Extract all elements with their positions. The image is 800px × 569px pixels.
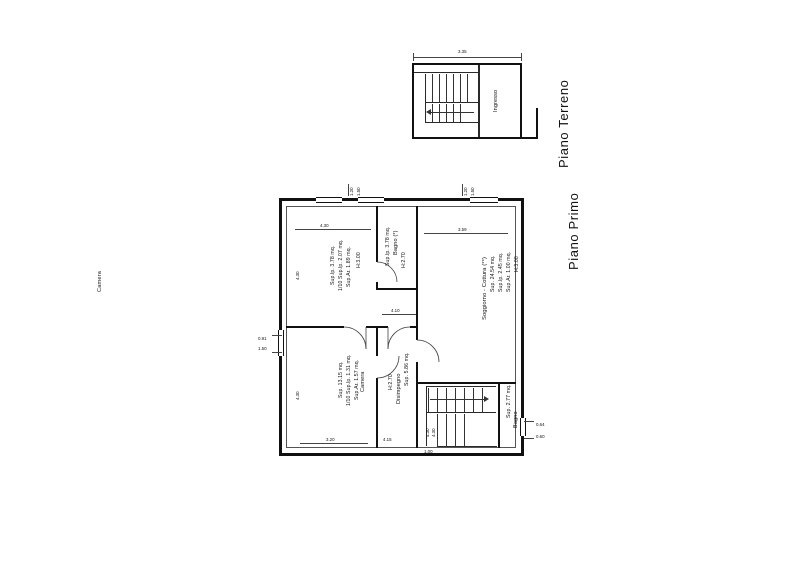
- ff-room-soggiorno-name: Soggiorno - Cottura (**): [482, 257, 488, 320]
- ff-dim-line: [424, 233, 508, 234]
- ff-room-disimpegno-line-1: Sup. 5.86 mq.: [404, 352, 410, 386]
- ff-room-camera-bottom-name: Camera: [360, 371, 366, 392]
- ff-dim-064: 0.64: [536, 422, 545, 427]
- gf-stair-tread: [439, 74, 440, 102]
- ff-room-soggiorno-line-3: Sup.Ar. 1.00 mq.: [506, 251, 512, 292]
- ff-wall-south: [279, 453, 523, 456]
- gf-wall-right: [520, 63, 522, 139]
- ff-room-camera-top-lines-2: 1/10 Sup.lp. 2.07 mq.: [338, 239, 344, 291]
- ff-dim-line: [524, 438, 534, 439]
- ff-room-camera-top-name: Camera: [97, 270, 103, 292]
- ff-dim-430-left: 4.30: [295, 271, 300, 280]
- ff-room-disimpegno-height: H:2.70: [388, 374, 394, 390]
- ff-dim-091: 0.91: [258, 336, 267, 341]
- ff-room-soggiorno-height: H:3.00: [514, 256, 520, 272]
- ff-dim-100: 1.00: [424, 449, 433, 454]
- ff-room-camera-top: [96, 271, 104, 292]
- ff-dim-430-bottom-b: 4.30: [431, 428, 436, 437]
- ff-partition-bagno-soggiorno: [416, 206, 418, 328]
- ff-room-soggiorno-line-1: Sup. 24.54 mq.: [490, 255, 496, 292]
- ff-dim-line: [382, 314, 416, 315]
- ff-stair-tread: [428, 388, 429, 412]
- ff-stair-tread: [473, 388, 474, 412]
- ff-dim-line: [300, 443, 368, 444]
- ff-inner-face-south: [286, 447, 516, 448]
- ff-room-bagno-se-line-1: Sup. 2.77 mq.: [506, 384, 512, 418]
- gf-stair-tread: [460, 74, 461, 102]
- gf-stair-tread: [453, 74, 454, 102]
- ff-room-bagno-se-name: Bagno: [513, 411, 519, 428]
- ff-inner-face-north: [286, 206, 516, 207]
- ff-window-north-3: [470, 197, 498, 203]
- ff-dim-320: 3.20: [326, 437, 335, 442]
- ff-room-soggiorno-line-2: Sup.lp. 2.45 mq.: [498, 252, 504, 292]
- title-piano-primo: Piano Primo: [566, 192, 581, 270]
- gf-dim-line-top: [413, 57, 521, 58]
- gf-stair-tread: [467, 74, 468, 102]
- ff-dim-150-a: 1.50: [356, 187, 361, 196]
- ff-dim-tick: [462, 184, 463, 196]
- ff-dim-line: [272, 335, 282, 336]
- ff-room-bagno-height: H:2.70: [401, 252, 407, 268]
- ff-wall-west: [279, 198, 282, 456]
- gf-stair-tread: [460, 104, 461, 122]
- ff-dim-120-b: 1.20: [463, 187, 468, 196]
- gf-stair-tread: [439, 104, 440, 122]
- gf-partition: [478, 65, 480, 137]
- gf-wall-tail-vert: [536, 108, 538, 139]
- ff-partition-soggiorno-south: [418, 382, 516, 384]
- ff-stair-top-edge: [426, 386, 496, 387]
- ff-door-gap-camera-top: [344, 325, 366, 329]
- gf-stair-tread: [446, 74, 447, 102]
- ff-door-gap-camera-bottom: [375, 356, 379, 378]
- ff-stair-tread: [446, 414, 447, 446]
- ff-stair-tread: [437, 388, 438, 412]
- ff-stair-tread: [464, 414, 465, 446]
- ff-door-gap-disimpegno-east: [415, 340, 419, 362]
- ff-stair-direction-arrow: [430, 399, 486, 400]
- ff-dim-line: [295, 229, 371, 230]
- gf-dim-tick: [521, 53, 522, 61]
- ff-room-camera-bottom-line-1: Sup. 13.15 mq.: [338, 361, 344, 398]
- ff-stair-tread: [482, 388, 483, 412]
- ff-dim-359: 3.59: [458, 227, 467, 232]
- gf-wall-top: [412, 63, 522, 65]
- gf-stair-tread: [432, 74, 433, 102]
- ff-partition-bagno-south: [376, 288, 418, 290]
- gf-stair-direction-arrow: [429, 112, 474, 113]
- ff-dim-120-a: 1.20: [349, 187, 354, 196]
- ff-dim-line: [524, 421, 534, 422]
- ff-window-north-1: [316, 197, 342, 203]
- gf-stair-landing-edge: [425, 102, 478, 103]
- ff-dim-060: 0.60: [536, 434, 545, 439]
- ff-dim-430-left2: 4.30: [295, 391, 300, 400]
- ff-room-camera-top-height: H:3.00: [356, 252, 362, 268]
- ff-door-gap-disimpegno-north: [388, 325, 410, 329]
- ff-room-camera-top-lines-3: Sup.Ar. 1.89 mq.: [346, 246, 352, 287]
- ff-door-gap-bagno: [375, 262, 379, 282]
- ff-dim-430-mid: 4.10: [391, 308, 400, 313]
- ff-stair-tread: [455, 414, 456, 446]
- ff-partition-camera-disimpegno: [376, 328, 378, 448]
- gf-room-label-ingresso: Ingresso: [493, 89, 499, 112]
- ff-room-camera-bottom-line-2: 1/10 Sup.lp. 1.31 mq.: [346, 354, 352, 406]
- ff-dim-430-top: 4.30: [320, 223, 329, 228]
- gf-stair-tread: [446, 104, 447, 122]
- gf-wall-left: [412, 63, 414, 139]
- ff-room-bagno-line-1: Sup.lp. 3.78 mq.: [385, 226, 391, 266]
- ff-stair-tread: [464, 388, 465, 412]
- ff-room-camera-bottom-line-3: Sup.Ar. 1.57 mq.: [354, 359, 360, 400]
- ff-dim-415: 4.15: [383, 437, 392, 442]
- gf-stair-tread: [453, 104, 454, 122]
- ff-dim-430-bottom-a: 4.30: [425, 428, 430, 437]
- ff-room-camera-top-lines-1: Sup.lp. 3.78 mq.: [330, 245, 336, 285]
- ff-stair-arrow-head: [484, 396, 489, 402]
- ff-stair-tread: [446, 388, 447, 412]
- ff-dim-150-b: 1.50: [470, 187, 475, 196]
- gf-wall-bottom: [412, 137, 522, 139]
- title-piano-terreno: Piano Terreno: [556, 79, 571, 168]
- gf-stair-bottom-edge: [425, 122, 478, 123]
- ff-dim-tick: [348, 184, 349, 196]
- ff-room-disimpegno-name: Disimpegno: [396, 373, 402, 404]
- gf-stair-arrow-head: [426, 109, 431, 115]
- gf-stair-top-edge: [414, 72, 478, 73]
- ff-stair-left-edge: [426, 386, 427, 446]
- ff-stair-tread: [437, 414, 438, 446]
- ff-dim-150-left: 1.50: [258, 346, 267, 351]
- ff-partition-bagno-se: [498, 384, 500, 448]
- ff-stair-landing: [426, 412, 496, 413]
- ff-room-bagno-name: Bagno (*): [393, 230, 399, 255]
- gf-stair-tread: [432, 104, 433, 122]
- ff-window-north-2: [358, 197, 384, 203]
- gf-dim-tick: [413, 53, 414, 61]
- ff-stair-tread: [455, 388, 456, 412]
- ff-dim-line: [272, 352, 282, 353]
- gf-dim-335: 3.35: [458, 49, 467, 54]
- ff-stair-bottom-edge: [437, 446, 497, 447]
